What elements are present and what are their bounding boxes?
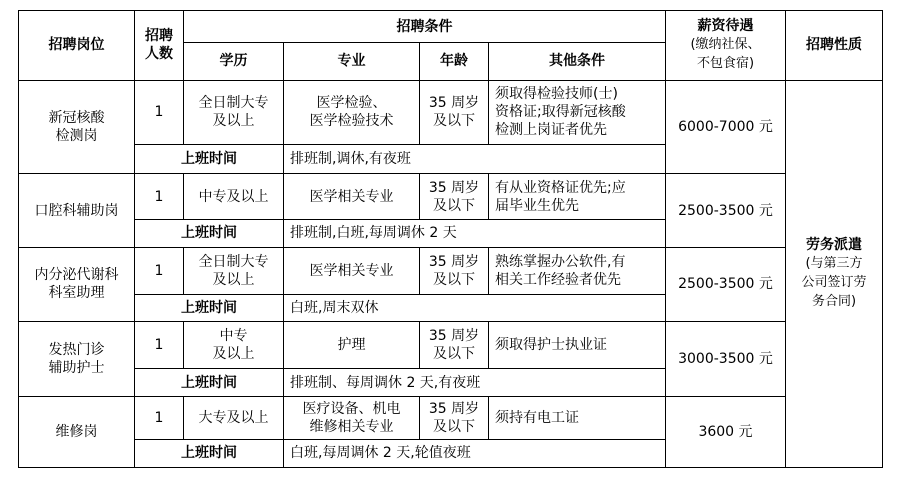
job-age: 35 周岁 及以下 — [420, 174, 489, 219]
job-education: 中专 及以上 — [184, 321, 284, 368]
job-position: 发热门诊 辅助护士 — [19, 321, 135, 397]
header-salary-label: 薪资待遇 — [697, 18, 754, 35]
work-time-label: 上班时间 — [135, 439, 284, 467]
job-position: 内分泌代谢科 科室助理 — [19, 248, 135, 322]
header-position: 招聘岗位 — [19, 11, 135, 81]
header-other: 其他条件 — [489, 43, 666, 80]
job-major: 医学检验、 医学检验技术 — [284, 80, 420, 145]
job-salary: 3000-3500 元 — [666, 321, 786, 397]
job-work-time: 白班,每周调休 2 天,轮值夜班 — [284, 439, 666, 467]
job-count: 1 — [135, 174, 184, 219]
nature-value: 劳务派遣 — [806, 237, 862, 254]
header-education: 学历 — [184, 43, 284, 80]
table-row — [19, 248, 883, 295]
job-work-time: 排班制、每周调休 2 天,有夜班 — [284, 369, 666, 397]
job-work-time: 排班制,白班,每周调休 2 天 — [284, 219, 666, 247]
job-position: 口腔科辅助岗 — [19, 174, 135, 248]
header-salary — [666, 11, 786, 81]
job-other: 有从业资格证优先;应 届毕业生优先 — [489, 174, 666, 219]
work-time-label: 上班时间 — [135, 369, 284, 397]
job-work-time: 白班,周末双休 — [284, 295, 666, 321]
job-age: 35 周岁 及以下 — [420, 248, 489, 295]
job-other: 须取得护士执业证 — [489, 321, 666, 368]
job-age: 35 周岁 及以下 — [420, 80, 489, 145]
nature-note: (与第三方 公司签订劳 务合同) — [801, 256, 867, 310]
job-other: 须持有电工证 — [489, 397, 666, 439]
job-age: 35 周岁 及以下 — [420, 397, 489, 439]
job-salary: 6000-7000 元 — [666, 80, 786, 174]
table-row — [19, 80, 883, 145]
job-count: 1 — [135, 321, 184, 368]
header-age: 年龄 — [420, 43, 489, 80]
nature-cell — [786, 80, 883, 467]
job-major: 护理 — [284, 321, 420, 368]
job-major: 医疗设备、机电 维修相关专业 — [284, 397, 420, 439]
header-major: 专业 — [284, 43, 420, 80]
job-education: 大专及以上 — [184, 397, 284, 439]
job-education: 全日制大专 及以上 — [184, 80, 284, 145]
job-salary: 3600 元 — [666, 397, 786, 468]
header-nature: 招聘性质 — [786, 11, 883, 81]
job-count: 1 — [135, 397, 184, 439]
header-count: 招聘 人数 — [135, 11, 184, 81]
job-age: 35 周岁 及以下 — [420, 321, 489, 368]
job-position: 新冠核酸 检测岗 — [19, 80, 135, 174]
job-major: 医学相关专业 — [284, 174, 420, 219]
job-count: 1 — [135, 248, 184, 295]
work-time-label: 上班时间 — [135, 219, 284, 247]
table-row — [19, 321, 883, 368]
job-position: 维修岗 — [19, 397, 135, 468]
job-other: 熟练掌握办公软件,有 相关工作经验者优先 — [489, 248, 666, 295]
table-row — [19, 397, 883, 439]
work-time-label: 上班时间 — [135, 295, 284, 321]
header-salary-note: (缴纳社保、 不包食宿) — [690, 37, 761, 72]
job-work-time: 排班制,调休,有夜班 — [284, 145, 666, 174]
header-conditions: 招聘条件 — [184, 11, 666, 43]
job-education: 中专及以上 — [184, 174, 284, 219]
job-count: 1 — [135, 80, 184, 145]
job-education: 全日制大专 及以上 — [184, 248, 284, 295]
table-row — [19, 174, 883, 219]
job-salary: 2500-3500 元 — [666, 248, 786, 322]
job-salary: 2500-3500 元 — [666, 174, 786, 248]
recruitment-table — [18, 10, 883, 468]
job-major: 医学相关专业 — [284, 248, 420, 295]
job-other: 须取得检验技师(士) 资格证;取得新冠核酸 检测上岗证者优先 — [489, 80, 666, 145]
work-time-label: 上班时间 — [135, 145, 284, 174]
